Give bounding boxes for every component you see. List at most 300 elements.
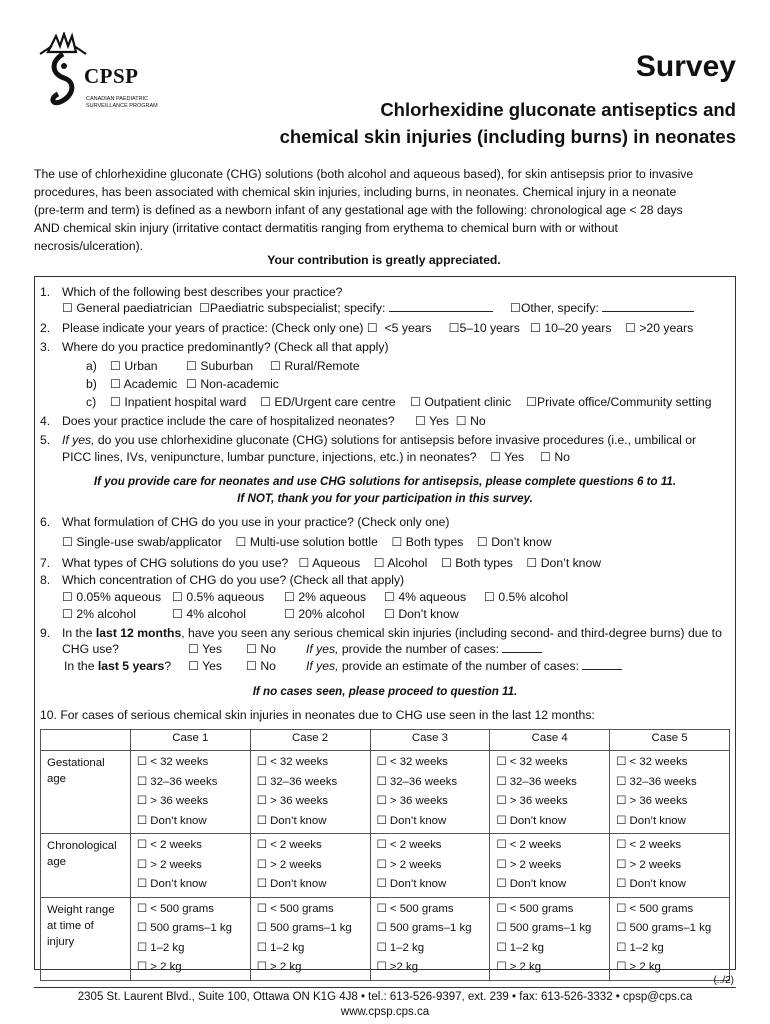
yes-label: Yes	[202, 659, 222, 673]
checkbox[interactable]: ☐	[496, 922, 507, 934]
checkbox[interactable]: ☐	[256, 775, 267, 788]
option-label: 4% aqueous	[398, 590, 467, 604]
checkbox[interactable]: ☐	[376, 878, 387, 890]
option-label: Don’t know	[389, 814, 447, 827]
q7-text: What types of CHG solutions do you use?	[62, 556, 289, 570]
checkbox[interactable]: ☐	[256, 941, 267, 954]
q8-opt	[284, 606, 365, 623]
cell-option	[496, 919, 603, 939]
option-label: < 500 grams	[150, 902, 214, 915]
notice-proceed	[34, 473, 736, 507]
option-label: 500 grams–1 kg	[389, 922, 472, 934]
cell-option	[377, 812, 484, 832]
q3c-option-4	[526, 394, 711, 411]
subtitle-line-1: Chlorhexidine gluconate antiseptics and	[380, 99, 736, 120]
checkbox[interactable]: ☐	[510, 301, 521, 315]
q7-number: 7.	[40, 556, 51, 570]
q9-yes-12mo	[188, 641, 222, 658]
option-label: > 36 weeks	[629, 795, 688, 807]
checkbox[interactable]: ☐	[136, 814, 148, 827]
intro-line: AND chemical skin injury (irritative contact dermatitis ranging from erythema to chemical burn with or without	[34, 221, 618, 235]
option-label: < 32 weeks	[389, 756, 448, 768]
checkbox[interactable]: ☐	[476, 535, 488, 549]
option-label: Don’t know	[509, 814, 567, 827]
checkbox[interactable]: ☐	[496, 858, 507, 871]
checkbox[interactable]: ☐	[284, 607, 295, 621]
option-label: > 2 kg	[629, 961, 661, 973]
q10-text: 10. For cases of serious chemical skin injuries in neonates due to CHG use seen in the last 12 months:	[40, 708, 595, 722]
checkbox[interactable]: ☐	[496, 756, 507, 768]
cell-option	[257, 836, 364, 856]
q5-text: PICC lines, IVs, venipuncture, lumbar puncture, injections, etc.) in neonates?	[62, 450, 477, 464]
option-label: > 2 kg	[150, 961, 182, 973]
cell-option	[616, 812, 723, 832]
checkbox[interactable]: ☐	[616, 795, 627, 807]
q8-text: Which concentration of CHG do you use? (Check all that apply)	[62, 573, 405, 587]
checkbox[interactable]: ☐	[496, 961, 507, 973]
q5-line-1	[62, 432, 696, 449]
option-label: 32–36 weeks	[150, 775, 218, 788]
checkbox[interactable]: ☐	[136, 941, 148, 954]
q8-opt	[62, 606, 136, 623]
table-row	[41, 897, 730, 980]
option-label: Inpatient hospital ward	[124, 395, 247, 409]
table-header-case-2: Case 2	[250, 730, 370, 751]
checkbox[interactable]: ☐	[62, 590, 73, 604]
table-cell	[370, 751, 490, 834]
q9-no-5y	[246, 658, 276, 675]
option-label: 2% aqueous	[298, 590, 367, 604]
checkbox[interactable]: ☐	[136, 795, 148, 807]
checkbox[interactable]: ☐	[540, 450, 551, 464]
cell-option	[377, 939, 484, 959]
cell-option	[257, 939, 364, 959]
row-label: Gestational age	[41, 751, 131, 834]
cell-option	[137, 919, 244, 939]
option-label: < 2 weeks	[629, 839, 682, 851]
q2-row	[62, 320, 693, 337]
option-label: < 2 weeks	[150, 839, 202, 851]
option-label: 32–36 weeks	[629, 775, 697, 788]
option-label: 32–36 weeks	[270, 775, 338, 788]
option-label: 0.05% aqueous	[76, 590, 162, 604]
table-cell	[130, 834, 250, 898]
option-label: > 36 weeks	[389, 795, 448, 807]
cell-option	[137, 792, 244, 812]
checkbox[interactable]: ☐	[110, 359, 121, 373]
cell-option	[616, 753, 723, 773]
table-body	[41, 751, 730, 981]
checkbox[interactable]: ☐	[136, 922, 148, 934]
option-label: > 2 weeks	[150, 858, 202, 871]
cell-option	[496, 856, 603, 876]
option-label: < 2 weeks	[509, 839, 562, 851]
cell-option	[257, 753, 364, 773]
option-label: > 36 weeks	[270, 795, 329, 807]
option-label: < 500 grams	[270, 902, 334, 915]
checkbox[interactable]: ☐	[616, 858, 627, 871]
q1-options	[62, 300, 493, 317]
checkbox[interactable]: ☐	[496, 941, 507, 954]
checkbox[interactable]: ☐	[526, 395, 537, 409]
checkbox[interactable]: ☐	[376, 775, 387, 788]
checkbox[interactable]: ☐	[298, 556, 310, 570]
cell-option	[616, 939, 723, 959]
cell-option	[496, 875, 603, 895]
table-cell	[250, 834, 370, 898]
no-label: No	[260, 642, 276, 656]
option-label: 500 grams–1 kg	[150, 922, 232, 934]
q1-other	[510, 300, 694, 317]
checkbox[interactable]: ☐	[62, 607, 73, 621]
option-label: Don’t know	[491, 535, 552, 549]
cell-option	[257, 875, 364, 895]
checkbox[interactable]: ☐	[62, 535, 73, 549]
checkbox[interactable]: ☐	[414, 414, 426, 428]
q8-opt	[62, 589, 161, 606]
table-cell	[610, 897, 730, 980]
checkbox[interactable]: ☐	[496, 902, 507, 915]
option-label: Don’t know	[150, 814, 207, 827]
cell-option	[616, 900, 723, 920]
cell-option	[496, 812, 603, 832]
cell-option	[257, 773, 364, 793]
checkbox[interactable]: ☐	[616, 814, 627, 827]
option-label: > 36 weeks	[509, 795, 568, 807]
checkbox[interactable]: ☐	[530, 321, 541, 335]
cases-prompt: provide the number of cases:	[338, 642, 500, 656]
q5-no	[540, 449, 570, 466]
table-cell	[130, 751, 250, 834]
checkbox[interactable]: ☐	[188, 659, 199, 673]
cell-option	[616, 958, 723, 978]
option-label: 500 grams–1 kg	[629, 922, 712, 934]
checkbox[interactable]: ☐	[440, 556, 452, 570]
cell-option	[137, 939, 244, 959]
checkbox[interactable]: ☐	[616, 902, 627, 915]
intro-line: (pre-term and term) is defined as a newborn infant of any gestational age with the following: chronological age < 28 days	[34, 203, 683, 217]
option-label: Alcohol	[387, 556, 428, 570]
q8-number: 8.	[40, 573, 51, 587]
checkbox[interactable]: ☐	[376, 941, 387, 954]
yes-label: Yes	[202, 642, 222, 656]
q8-opt	[484, 589, 568, 606]
q9-text: ?	[164, 659, 172, 673]
checkbox[interactable]: ☐	[246, 659, 257, 673]
option-label: Don’t know	[150, 878, 207, 890]
checkbox[interactable]: ☐	[136, 839, 148, 851]
option-label: 0.5% aqueous	[186, 590, 265, 604]
cell-option	[257, 792, 364, 812]
q9-period-12mo: last 12 months	[95, 626, 182, 640]
option-label: Non-academic	[200, 377, 279, 391]
table-header-case-4: Case 4	[490, 730, 610, 751]
cell-option	[257, 958, 364, 978]
q3a-label: a)	[86, 359, 97, 373]
checkbox[interactable]: ☐	[376, 961, 387, 973]
if-yes: If yes,	[306, 642, 339, 656]
checkbox[interactable]: ☐	[136, 756, 148, 768]
cell-option	[616, 773, 723, 793]
q9-text: In the	[62, 626, 96, 640]
notice-line: If you provide care for neonates and use CHG solutions for antisepsis, please complete questions 6 to 11.	[93, 475, 677, 488]
intro-line: procedures, has been associated with chemical skin injuries, including burns, in neonates. Chemical injury in a neonate	[34, 185, 677, 199]
option-label: > 2 weeks	[270, 858, 322, 871]
option-label: < 32 weeks	[270, 756, 329, 768]
checkbox[interactable]: ☐	[256, 839, 267, 851]
checkbox[interactable]: ☐	[376, 902, 387, 915]
option-label: Rural/Remote	[284, 359, 360, 373]
cell-option	[496, 939, 603, 959]
q5-line-2	[62, 449, 524, 466]
subtitle-line-2: chemical skin injuries (including burns) in neonates	[279, 126, 736, 147]
checkbox[interactable]: ☐	[256, 795, 267, 807]
cell-option	[137, 812, 244, 832]
cell-option	[257, 856, 364, 876]
checkbox[interactable]: ☐	[284, 590, 295, 604]
q9-yes-5y	[188, 658, 222, 675]
table-header-row	[41, 730, 730, 751]
option-label: 32–36 weeks	[509, 775, 577, 788]
other-specify-field[interactable]	[602, 301, 694, 312]
checkbox[interactable]: ☐	[62, 301, 73, 315]
checkbox[interactable]: ☐	[484, 590, 495, 604]
q9-cases-12mo	[306, 641, 542, 658]
checkbox[interactable]: ☐	[616, 839, 627, 851]
cell-option	[616, 919, 723, 939]
estimate-prompt: provide an estimate of the number of cases:	[338, 659, 580, 673]
option-label: 500 grams–1 kg	[509, 922, 592, 934]
no-label: No	[260, 659, 276, 673]
q9-text: In the	[64, 659, 98, 673]
option-label: < 32 weeks	[629, 756, 688, 768]
if-yes: If yes,	[62, 433, 95, 447]
cell-option	[496, 958, 603, 978]
checkbox[interactable]: ☐	[376, 922, 387, 934]
checkbox[interactable]: ☐	[391, 535, 403, 549]
cell-option	[377, 792, 484, 812]
checkbox[interactable]: ☐	[136, 858, 148, 871]
checkbox[interactable]: ☐	[136, 961, 148, 973]
table-cell	[610, 751, 730, 834]
checkbox[interactable]: ☐	[526, 556, 538, 570]
checkbox[interactable]: ☐	[110, 377, 121, 391]
checkbox[interactable]: ☐	[256, 902, 267, 915]
q3b-label: b)	[86, 377, 97, 391]
option-label: < 2 weeks	[389, 839, 442, 851]
specify-field[interactable]	[389, 301, 493, 312]
option-label: Don’t know	[270, 814, 327, 827]
q3c-label: c)	[86, 395, 97, 409]
option-label: Don’t know	[389, 878, 447, 890]
option-label: > 2 weeks	[629, 858, 682, 871]
checkbox[interactable]: ☐	[616, 878, 627, 890]
table-cell	[250, 751, 370, 834]
checkbox[interactable]: ☐	[616, 775, 627, 788]
option-label: > 2 kg	[509, 961, 542, 973]
checkbox[interactable]: ☐	[616, 922, 627, 934]
checkbox[interactable]: ☐	[496, 814, 507, 827]
checkbox[interactable]: ☐	[384, 607, 395, 621]
cell-option	[616, 792, 723, 812]
q9-no-12mo	[246, 641, 276, 658]
checkbox[interactable]: ☐	[172, 590, 183, 604]
cell-option	[137, 900, 244, 920]
option-label: 0.5% alcohol	[498, 590, 569, 604]
q9-line-3	[64, 658, 171, 675]
checkbox[interactable]: ☐	[256, 858, 267, 871]
option-label: 32–36 weeks	[389, 775, 458, 788]
checkbox[interactable]: ☐	[373, 556, 385, 570]
q3b-option-1	[110, 376, 177, 393]
checkbox[interactable]: ☐	[136, 878, 148, 890]
option-label: Don’t know	[509, 878, 567, 890]
checkbox[interactable]: ☐	[256, 814, 267, 827]
q9-line-1	[62, 625, 722, 642]
checkbox[interactable]: ☐	[496, 795, 507, 807]
q8-opt	[384, 606, 459, 623]
yes-label: Yes	[504, 450, 525, 464]
checkbox[interactable]: ☐	[270, 359, 281, 373]
q8-opt	[172, 589, 264, 606]
checkbox[interactable]: ☐	[376, 814, 387, 827]
table-header-case-3: Case 3	[370, 730, 490, 751]
footer-website[interactable]: www.cpsp.cps.ca	[340, 1006, 430, 1018]
checkbox[interactable]: ☐	[624, 321, 636, 335]
estimate-field[interactable]	[582, 659, 622, 670]
checkbox[interactable]: ☐	[136, 902, 148, 915]
q6-options	[62, 534, 552, 551]
option-label: 4% alcohol	[186, 607, 246, 621]
checkbox[interactable]: ☐	[136, 775, 148, 788]
q9-text: , have you seen any serious chemical skin injuries (including second- and third-degree burns) due to	[181, 626, 722, 640]
table-header-case-1: Case 1	[130, 730, 250, 751]
notice-skip: If no cases seen, please proceed to question 11.	[252, 685, 518, 698]
option-label: >2 kg	[389, 961, 419, 973]
cell-option	[496, 836, 603, 856]
option-label: 1–2 kg	[389, 941, 425, 954]
survey-subtitle	[216, 96, 736, 150]
footer-divider	[34, 987, 736, 988]
checkbox[interactable]: ☐	[260, 395, 271, 409]
cell-option	[496, 753, 603, 773]
option-label: < 32 weeks	[509, 756, 568, 768]
checkbox[interactable]: ☐	[448, 321, 460, 335]
checkbox[interactable]: ☐	[110, 395, 121, 409]
checkbox[interactable]: ☐	[376, 795, 387, 807]
q8-opt	[172, 606, 246, 623]
checkbox[interactable]: ☐	[235, 535, 247, 549]
cases-field[interactable]	[502, 642, 542, 653]
intro-line: necrosis/ulceration).	[34, 239, 144, 253]
yes-label: Yes	[429, 414, 449, 428]
checkbox[interactable]: ☐	[384, 590, 395, 604]
checkbox[interactable]: ☐	[616, 961, 627, 973]
q9-cases-5y	[306, 658, 622, 675]
checkbox[interactable]: ☐	[490, 450, 502, 464]
q3c-option-1	[110, 394, 246, 411]
q3-number: 3.	[40, 340, 51, 354]
checkbox[interactable]: ☐	[376, 839, 387, 851]
cell-option	[137, 856, 244, 876]
q9-line-2: CHG use?	[62, 642, 119, 656]
q6-text: What formulation of CHG do you use in your practice? (Check only one)	[62, 515, 450, 529]
checkbox[interactable]: ☐	[376, 756, 387, 768]
cell-option	[377, 875, 484, 895]
checkbox[interactable]: ☐	[186, 359, 197, 373]
cell-option	[616, 836, 723, 856]
checkbox[interactable]: ☐	[256, 922, 267, 934]
cell-option	[257, 900, 364, 920]
q3b-option-2	[186, 376, 279, 393]
checkbox[interactable]: ☐	[616, 756, 627, 768]
option-label: Don’t know	[398, 607, 459, 621]
option-label: > 2 kg	[270, 961, 302, 973]
option-label: < 32 weeks	[150, 756, 209, 768]
intro-paragraph	[34, 165, 734, 255]
footer-address: 2305 St. Laurent Blvd., Suite 100, Ottawa ON K1G 4J8 • tel.: 613-526-9397, ext. 239 • fax: 613-526-3332 • cpsp@cps.ca	[77, 991, 693, 1003]
table-cell	[610, 834, 730, 898]
q5-number: 5.	[40, 433, 51, 447]
q1-number: 1.	[40, 285, 51, 299]
checkbox[interactable]: ☐	[496, 775, 507, 788]
page-reference: (../2)	[713, 975, 734, 986]
checkbox[interactable]: ☐	[188, 642, 199, 656]
q2-text: Please indicate your years of practice: (Check only one)	[62, 321, 364, 335]
checkbox[interactable]: ☐	[186, 377, 197, 391]
page-title: Survey	[635, 50, 736, 83]
checkbox[interactable]: ☐	[496, 839, 507, 851]
q5-text: do you use chlorhexidine gluconate (CHG) solutions for antisepsis before invasive procedures (i.e., umbilical or	[94, 433, 697, 447]
option-label: > 2 weeks	[509, 858, 562, 871]
checkbox[interactable]: ☐	[376, 858, 387, 871]
checkbox[interactable]: ☐	[256, 756, 267, 768]
option-label: 20% alcohol	[298, 607, 365, 621]
no-label: No	[554, 450, 570, 464]
cell-option	[377, 856, 484, 876]
checkbox[interactable]: ☐	[410, 395, 421, 409]
cell-option	[137, 753, 244, 773]
cell-option	[377, 919, 484, 939]
cell-option	[377, 836, 484, 856]
q3a-option-1	[110, 358, 158, 375]
option-label: Don’t know	[629, 878, 686, 890]
q8-opt	[384, 589, 466, 606]
option-label: < 2 weeks	[270, 839, 322, 851]
checkbox[interactable]: ☐	[366, 321, 378, 335]
checkbox[interactable]: ☐	[616, 941, 627, 954]
checkbox[interactable]: ☐	[172, 607, 183, 621]
checkbox[interactable]: ☐	[256, 961, 267, 973]
cell-option	[137, 958, 244, 978]
checkbox[interactable]: ☐	[496, 878, 507, 890]
q8-opt	[284, 589, 366, 606]
checkbox[interactable]: ☐	[455, 414, 467, 428]
cases-table	[40, 729, 730, 981]
cell-option	[377, 958, 484, 978]
cell-option	[496, 900, 603, 920]
option-label: Urban	[124, 359, 158, 373]
option-label: Academic	[123, 377, 178, 391]
logo-subtitle: CANADIAN PAEDIATRIC SURVEILLANCE PROGRAM	[86, 96, 158, 109]
checkbox[interactable]: ☐	[198, 301, 210, 315]
checkbox[interactable]: ☐	[256, 878, 267, 890]
no-label: No	[470, 414, 486, 428]
option-label: < 500 grams	[509, 902, 574, 915]
cell-option	[257, 812, 364, 832]
checkbox[interactable]: ☐	[246, 642, 257, 656]
option-label: 500 grams–1 kg	[270, 922, 352, 934]
